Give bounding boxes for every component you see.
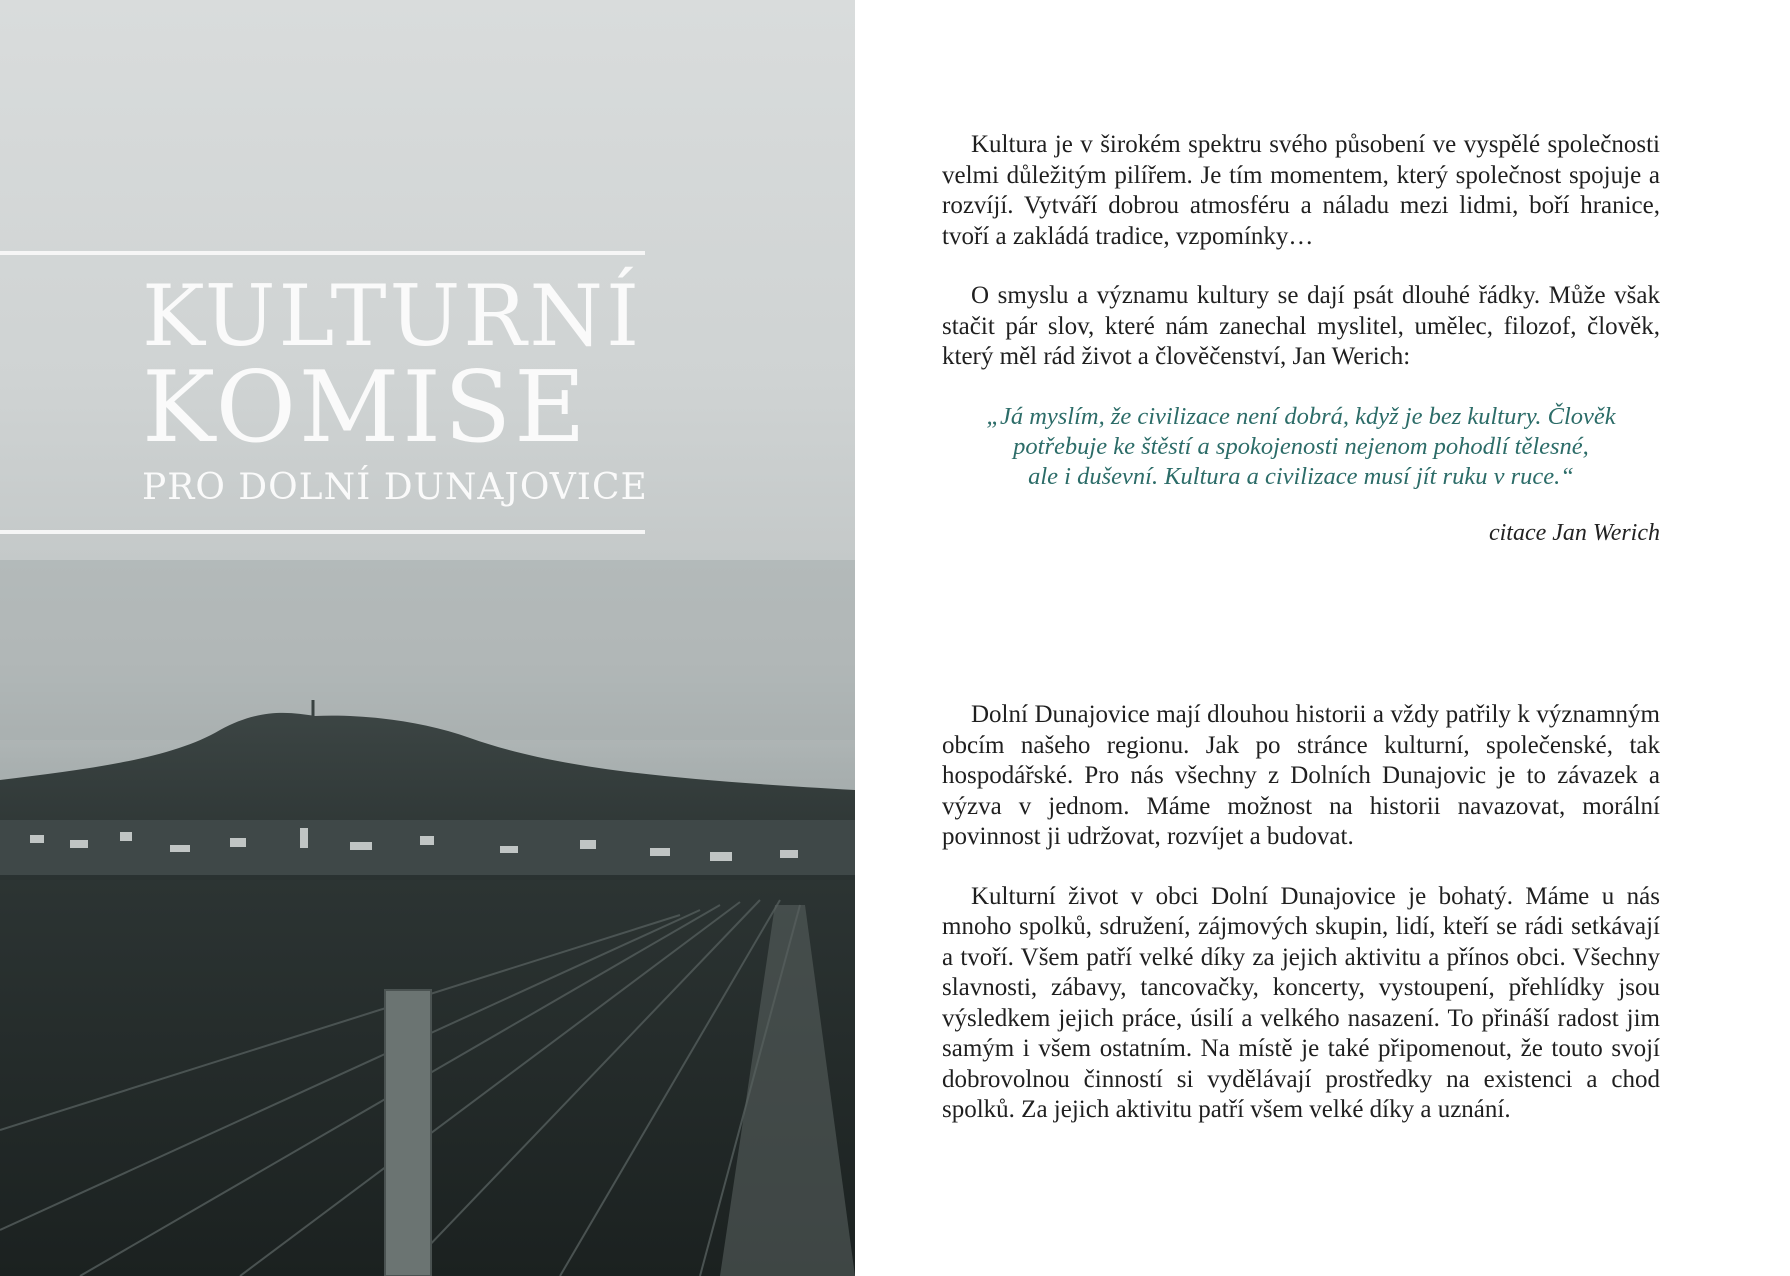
title-subtitle: PRO DOLNÍ DUNAJOVICE — [142, 467, 648, 508]
text-column — [942, 130, 1660, 1126]
title-kulturni: KULTURNÍ — [142, 267, 643, 365]
quote-citation: citace Jan Werich — [1488, 519, 1660, 546]
quote-line: ale i duševní. Kultura a civilizace musí jít ruku v ruce.“ — [1028, 462, 1574, 490]
quote-line: „Já myslím, že civilizace není dobrá, když je bez kultury. Člověk — [986, 402, 1616, 430]
vineyard-hill-illustration — [0, 0, 855, 1276]
paragraph-culture-life: Kulturní život v obci Dolní Dunajovice je bohatý. Máme u nás mnoho spolků, sdružení, zájmových skupin, lidí, kteří se rádi setkávají a tvoří. Všem patří velké díky za jejich aktivitu a přínos obci. Všechny slavnosti, zábavy, tancovačky, koncerty, vystoupení, přehlídky jsou výsledkem jejich práce, úsilí a velkého nasazení. To přináší radost jim samým i všem ostatním. Na místě je také připomenout, že touto svojí dobrovolnou činností si vydělávají prostředky na existenci a chod spolků. Za jejich aktivitu patří všem velké díky a uznání. — [942, 882, 1660, 1123]
werich-quote — [942, 402, 1660, 492]
title-block — [0, 251, 648, 534]
title-komise: KOMISE — [142, 351, 589, 465]
landscape-photo — [0, 0, 855, 1276]
quote-line: potřebuje ke štěstí a spokojenosti nejenom pohodlí tělesné, — [1013, 432, 1589, 460]
paragraph-intro: Kultura je v širokém spektru svého působení ve vyspělé společnosti velmi důležitým pilířem. Je tím momentem, který společnost spojuje a rozvíjí. Vytváří dobrou atmosféru a náladu mezi lidmi, boří hranice, tvoří a zakládá tradice, vzpomínky… — [942, 131, 1660, 250]
paragraph-history: Dolní Dunajovice mají dlouhou historii a vždy patřily k významným obcím našeho regionu. Jak po stránce kulturní, společenské, tak hospodářské. Pro nás všechny z Dolních Dunajovic je to závazek a výzva v jednom. Máme možnost na historii navazovat, morální povinnost ji udržovat, rozvíjet a budovat. — [942, 701, 1660, 850]
paragraph-werich-intro: O smyslu a významu kultury se dají psát dlouhé řádky. Může však stačit pár slov, které nám zanechal myslitel, umělec, filozof, člověk, který měl rád život a člověčenství, Jan Werich: — [942, 282, 1660, 370]
